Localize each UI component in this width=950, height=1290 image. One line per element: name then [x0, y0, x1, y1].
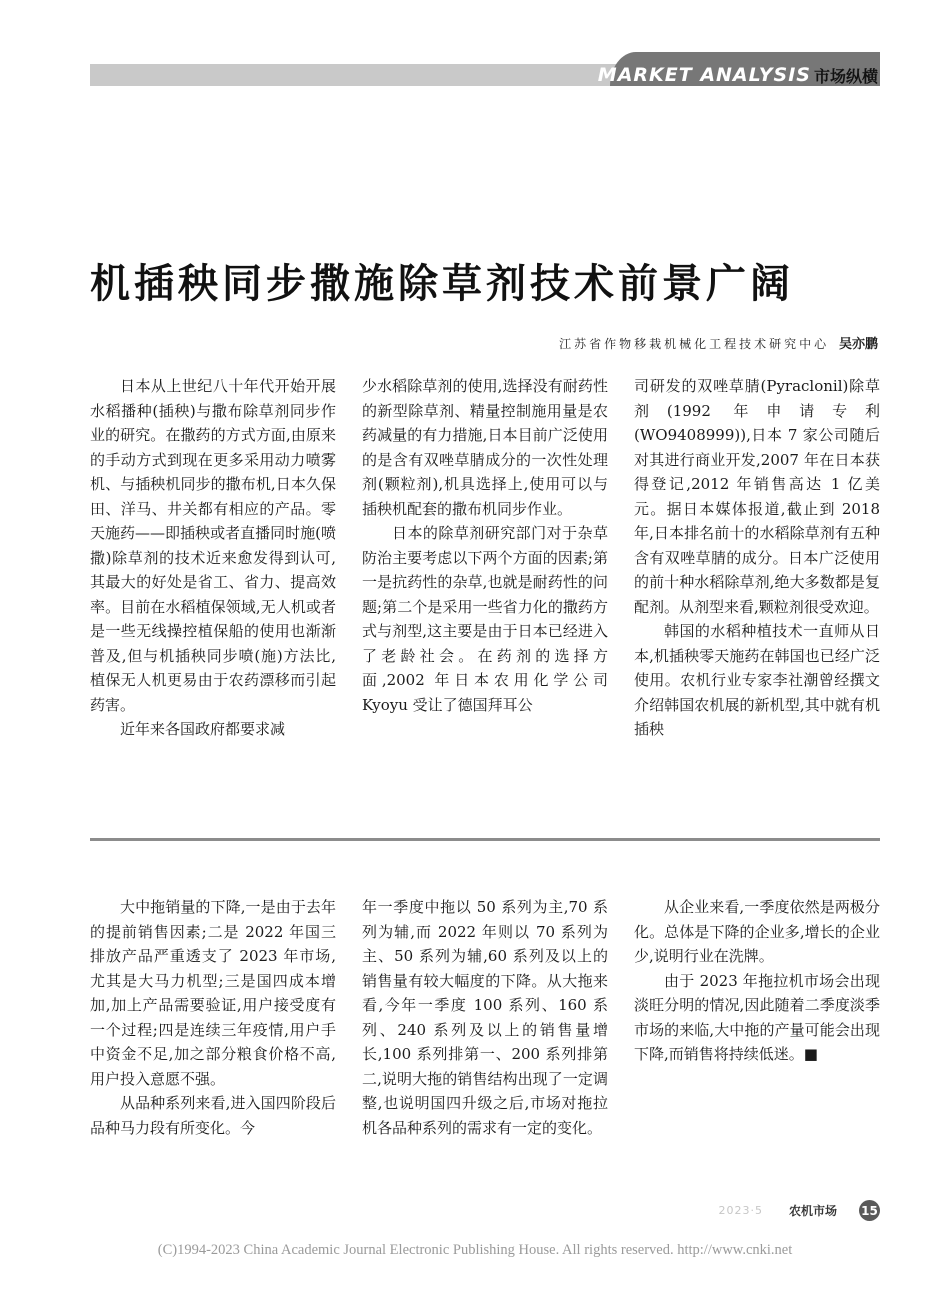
paragraph: 年一季度中拖以 50 系列为主,70 系列为辅,而 2022 年则以 70 系列为主、50 系列为辅,60 系列及以上的销售量有较大幅度的下降。从大拖来看,今年一季度 100 系列、160 系列、240 系列及以上的销售量增长,100 系列排第一、200 系列排第二,说明大拖的销售结构出现了一定调整,也说明国四升级之后,市场对拖拉机各品种系列的需求有一定的变化。 [362, 898, 608, 1137]
top-column-1 [90, 374, 336, 742]
paragraph: 日本从上世纪八十年代开始开展水稻播种(插秧)与撒布除草剂同步作业的研究。在撒药的方式方面,由原来的手动方式到现在更多采用动力喷雾机、与插秧机同步的撒布机,日本久保田、洋马、井关都有相应的产品。零天施药——即插秧或者直播同时施(喷撒)除草剂的技术近来愈发得到认可,其最大的好处是省工、省力、提高效率。目前在水稻植保领域,无人机或者是一些无线操控植保船的使用也渐渐普及,但与机插秧同步喷(施)方法比,植保无人机更易由于农药漂移而引起药害。 [90, 377, 336, 714]
bottom-column-2 [362, 895, 608, 1140]
author-affiliation: 江苏省作物移栽机械化工程技术研究中心 [559, 337, 830, 351]
top-column-2 [362, 374, 608, 717]
section-header-cn: 市场纵横 [813, 66, 878, 86]
author-name: 吴亦鹏 [838, 337, 878, 352]
paragraph: 司研发的双唑草腈(Pyraclonil)除草剂(1992 年申请专利(WO9408999)),日本 7 家公司随后对其进行商业开发,2007 年在日本获得登记,2012 年销售高达 1 亿美元。据日本媒体报道,截止到 2018 年,日本排名前十的水稻除草剂有五种含有双唑草腈的成分。日本广泛使用的前十种水稻除草剂,绝大多数都是复配剂。从剂型来看,颗粒剂很受欢迎。 [634, 377, 880, 616]
paragraph: 大中拖销量的下降,一是由于去年的提前销售因素;二是 2022 年国三排放产品严重透支了 2023 年市场,尤其是大马力机型;三是国四成本增加,加上产品需要验证,用户接受度有一个过程;四是连续三年疫情,用户手中资金不足,加之部分粮食价格不高,用户投入意愿不强。 [90, 898, 336, 1088]
bottom-column-3 [634, 895, 880, 1067]
copyright-notice: (C)1994-2023 China Academic Journal Electronic Publishing House. All rights reserved. http://www.cnki.net [157, 1242, 793, 1258]
section-header [560, 60, 878, 90]
magazine-name: 农机市场 [788, 1204, 837, 1218]
byline [559, 333, 878, 352]
paragraph: 韩国的水稻种植技术一直师从日本,机插秧零天施药在韩国也已经广泛使用。农机行业专家李社潮曾经撰文介绍韩国农机展的新机型,其中就有机插秧 [634, 622, 880, 738]
paragraph: 近年来各国政府都要求减 [120, 720, 286, 738]
top-column-3 [634, 374, 880, 742]
paragraph: 少水稻除草剂的使用,选择没有耐药性的新型除草剂、精量控制施用量是农药减量的有力措施,日本目前广泛使用的是含有双唑草腈成分的一次性处理剂(颗粒剂),机具选择上,使用可以与插秧机配套的撒布机同步作业。 [362, 377, 608, 518]
article-title: 机插秧同步撒施除草剂技术前景广阔 [90, 261, 794, 307]
section-header-en: MARKET ANALYSIS [597, 64, 811, 86]
section-divider [90, 838, 880, 841]
paragraph: 日本的除草剂研究部门对于杂草防治主要考虑以下两个方面的因素;第一是抗药性的杂草,也就是耐药性的问题;第二个是采用一些省力化的撒药方式与剂型,这主要是由于日本已经进入了老龄社会。在药剂的选择方面,2002 年日本农用化学公司 Kyoyu 受让了德国拜耳公 [362, 524, 608, 714]
paragraph: 从品种系列来看,进入国四阶段后品种马力段有所变化。今 [90, 1094, 336, 1137]
page-number: 15 [859, 1200, 880, 1221]
paragraph: 由于 2023 年拖拉机市场会出现淡旺分明的情况,因此随着二季度淡季市场的来临,大中拖的产量可能会出现下降,而销售将持续低迷。■ [634, 971, 880, 1063]
bottom-column-1 [90, 895, 336, 1140]
page-footer [718, 1200, 880, 1221]
paragraph: 从企业来看,一季度依然是两极分化。总体是下降的企业多,增长的企业少,说明行业在洗牌。 [634, 898, 880, 965]
issue-date: 2023·5 [718, 1204, 763, 1217]
